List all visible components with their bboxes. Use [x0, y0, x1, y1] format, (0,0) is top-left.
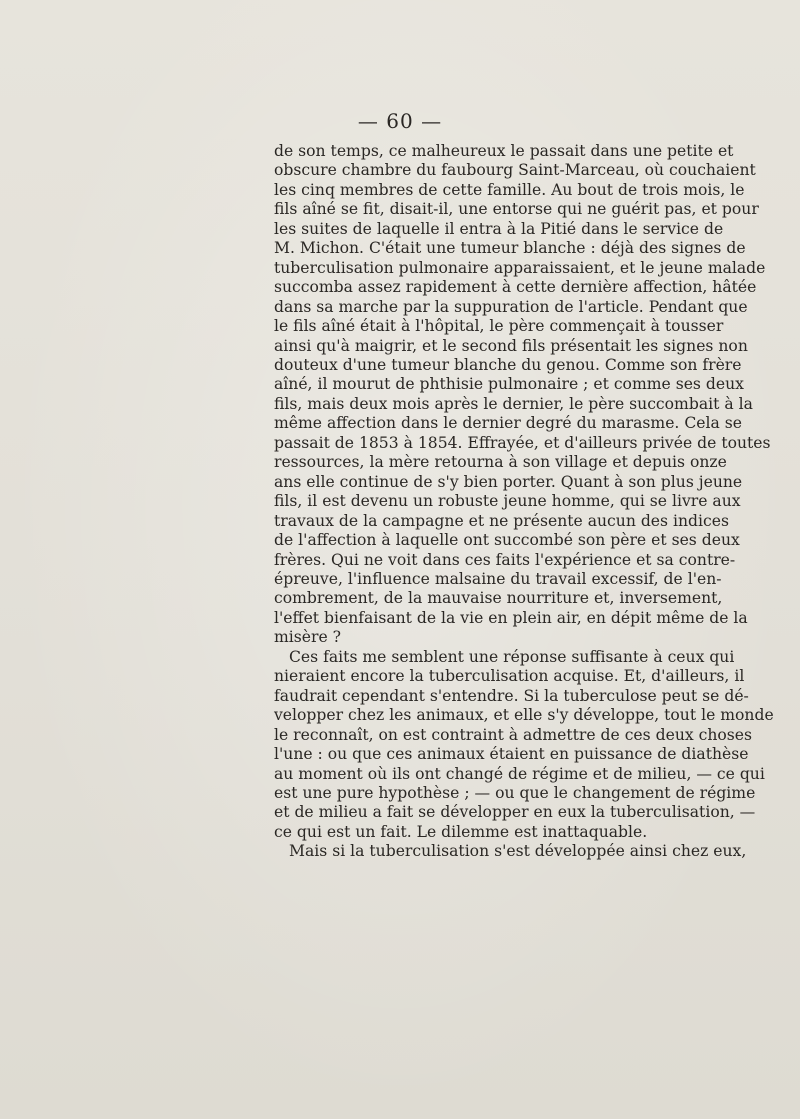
- text-line: misère ?: [274, 628, 342, 647]
- paragraph-1: [274, 142, 771, 648]
- text-line: l'une : ou que ces animaux étaient en puissance de diathèse: [274, 745, 749, 764]
- text-line: dans sa marche par la suppuration de l'article. Pendant que: [274, 297, 748, 316]
- text-line: fils, il est devenu un robuste jeune homme, qui se livre aux: [274, 492, 741, 511]
- text-line: les cinq membres de cette famille. Au bout de trois mois, le: [274, 180, 745, 199]
- text-line: est une pure hypothèse ; — ou que le changement de régime: [274, 783, 756, 802]
- text-line: Mais si la tuberculisation s'est développée ainsi chez eux,: [289, 842, 747, 861]
- text-line: épreuve, l'influence malsaine du travail excessif, de l'en-: [274, 569, 722, 588]
- text-line: douteux d'une tumeur blanche du genou. Comme son frère: [274, 355, 742, 374]
- text-line: l'effet bienfaisant de la vie en plein air, en dépit même de la: [274, 608, 748, 627]
- text-line: au moment où ils ont changé de régime et de milieu, — ce qui: [274, 764, 765, 783]
- text-line: le reconnaît, on est contraint à admettre de ces deux choses: [274, 725, 753, 744]
- text-line: ce qui est un fait. Le dilemme est inattaquable.: [274, 822, 648, 841]
- text-line: fils aîné se fit, disait-il, une entorse qui ne guérit pas, et pour: [274, 200, 759, 219]
- text-line: tuberculisation pulmonaire apparaissaient, et le jeune malade: [274, 258, 766, 277]
- text-line: passait de 1853 à 1854. Effrayée, et d'ailleurs privée de toutes: [274, 433, 771, 452]
- text-line: nieraient encore la tuberculisation acquise. Et, d'ailleurs, il: [274, 667, 745, 686]
- text-line: fils, mais deux mois après le dernier, le père succombait à la: [274, 394, 753, 413]
- page-number: — 60 —: [357, 109, 443, 133]
- body-text: [274, 142, 774, 862]
- text-line: ressources, la mère retourna à son village et depuis onze: [274, 453, 727, 472]
- text-line: de l'affection à laquelle ont succombé son père et ses deux: [274, 531, 740, 550]
- text-line: velopper chez les animaux, et elle s'y développe, tout le monde: [274, 706, 774, 725]
- text-line: ainsi qu'à maigrir, et le second fils présentait les signes non: [274, 336, 748, 355]
- text-line: les suites de laquelle il entra à la Pitié dans le service de: [274, 219, 724, 238]
- text-line: même affection dans le dernier degré du marasme. Cela se: [274, 414, 742, 433]
- text-line: frères. Qui ne voit dans ces faits l'expérience et sa contre-: [274, 550, 736, 569]
- text-line: faudrait cependant s'entendre. Si la tuberculose peut se dé-: [274, 686, 749, 705]
- text-line: le fils aîné était à l'hôpital, le père commençait à tousser: [274, 317, 724, 336]
- paragraph-2: [274, 647, 774, 843]
- paragraph-3: [274, 842, 747, 861]
- text-line: obscure chambre du faubourg Saint-Marceau, où couchaient: [274, 161, 756, 180]
- text-line: ans elle continue de s'y bien porter. Quant à son plus jeune: [274, 472, 743, 491]
- text-line: travaux de la campagne et ne présente aucun des indices: [274, 511, 729, 530]
- text-line: M. Michon. C'était une tumeur blanche : déjà des signes de: [274, 239, 746, 258]
- text-line: succomba assez rapidement à cette dernière affection, hâtée: [274, 278, 757, 297]
- text-line: de son temps, ce malheureux le passait dans une petite et: [274, 142, 734, 160]
- text-line: aîné, il mourut de phthisie pulmonaire ; et comme ses deux: [274, 375, 744, 394]
- text-line: Ces faits me semblent une réponse suffisante à ceux qui: [289, 647, 735, 666]
- text-line: combrement, de la mauvaise nourriture et, inversement,: [274, 589, 723, 608]
- text-line: et de milieu a fait se développer en eux la tuberculisation, —: [274, 803, 756, 822]
